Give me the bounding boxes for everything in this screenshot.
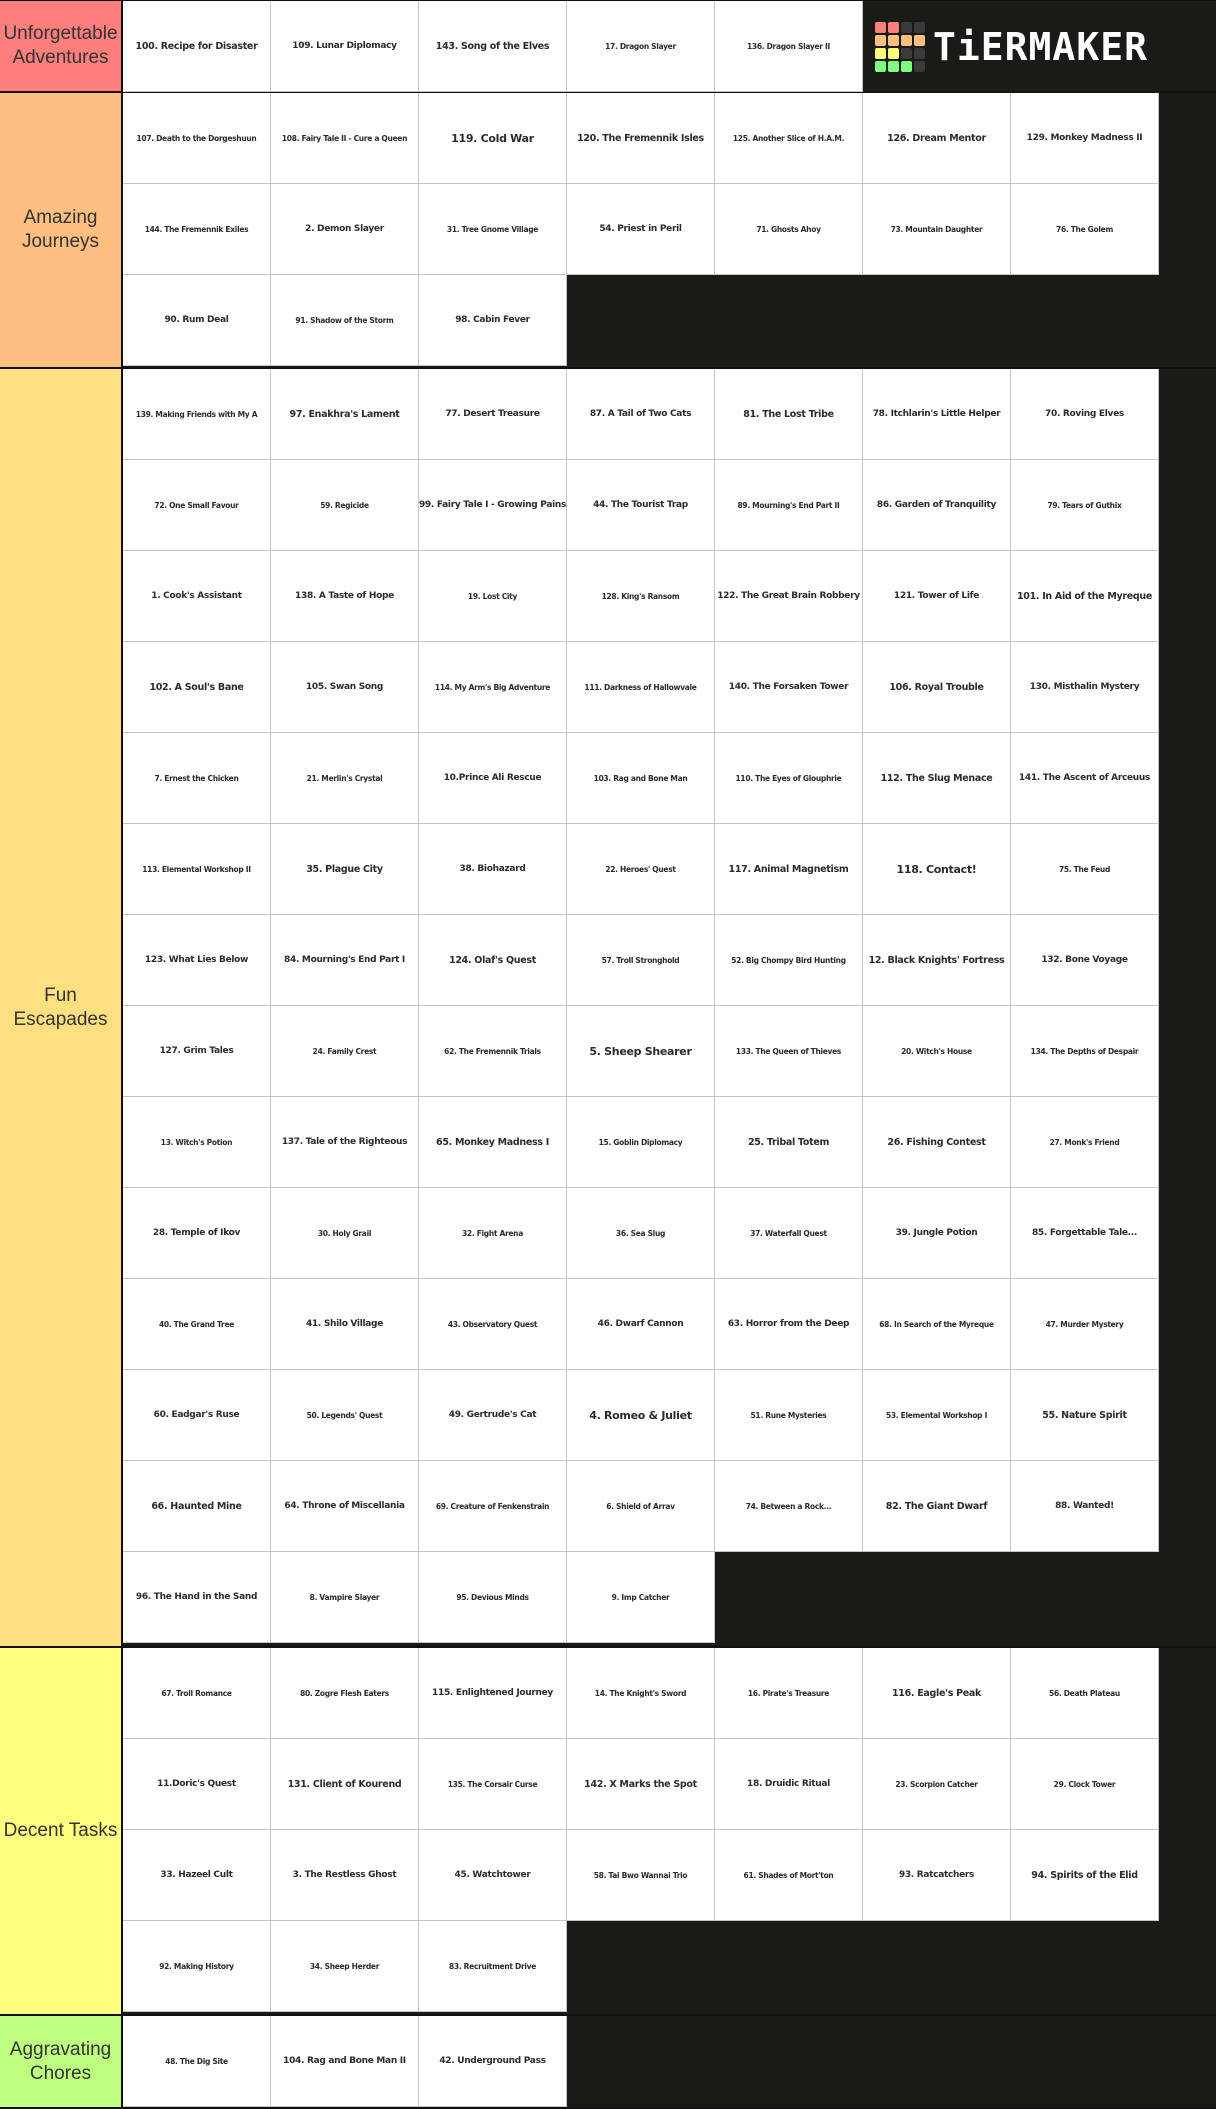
tier-item-card[interactable]: 136. Dragon Slayer II <box>715 1 863 92</box>
tier-item-card[interactable]: 88. Wanted! <box>1011 1461 1159 1552</box>
tier-item-card[interactable]: 110. The Eyes of Glouphrie <box>715 733 863 824</box>
tier-item-card[interactable]: 89. Mourning's End Part II <box>715 460 863 551</box>
tier-item-card[interactable]: 38. Biohazard <box>419 824 567 915</box>
tier-item-card[interactable]: 95. Devious Minds <box>419 1552 567 1643</box>
tier-item-card[interactable]: 127. Grim Tales <box>123 1006 271 1097</box>
tier-item-card[interactable]: 15. Goblin Diplomacy <box>567 1097 715 1188</box>
tier-item-card[interactable]: 32. Fight Arena <box>419 1188 567 1279</box>
tier-item-card[interactable]: 48. The Dig Site <box>123 2016 271 2107</box>
tier-item-card[interactable]: 37. Waterfall Quest <box>715 1188 863 1279</box>
tier-item-card[interactable]: 59. Regicide <box>271 460 419 551</box>
tier-item-card[interactable]: 14. The Knight's Sword <box>567 1648 715 1739</box>
tier-item-card[interactable]: 28. Temple of Ikov <box>123 1188 271 1279</box>
tier-row <box>0 93 1216 369</box>
tier-item-card[interactable]: 50. Legends' Quest <box>271 1370 419 1461</box>
tier-item-card[interactable]: 122. The Great Brain Robbery <box>715 551 863 642</box>
tier-item-card[interactable]: 98. Cabin Fever <box>419 275 567 366</box>
tier-item-card[interactable]: 104. Rag and Bone Man II <box>271 2016 419 2107</box>
tier-item-card[interactable]: 8. Vampire Slayer <box>271 1552 419 1643</box>
tier-item-card[interactable]: 108. Fairy Tale II - Cure a Queen <box>271 93 419 184</box>
tier-item-card[interactable]: 18. Druidic Ritual <box>715 1739 863 1830</box>
tier-item-card[interactable]: 2. Demon Slayer <box>271 184 419 275</box>
tier-item-card[interactable]: 85. Forgettable Tale... <box>1011 1188 1159 1279</box>
tier-item-card[interactable]: 13. Witch's Potion <box>123 1097 271 1188</box>
tier-item-card[interactable]: 12. Black Knights' Fortress <box>863 915 1011 1006</box>
tier-item-card[interactable]: 78. Itchlarin's Little Helper <box>863 369 1011 460</box>
tier-item-card[interactable]: 81. The Lost Tribe <box>715 369 863 460</box>
tier-item-card[interactable]: 124. Olaf's Quest <box>419 915 567 1006</box>
tier-item-card[interactable]: 114. My Arm's Big Adventure <box>419 642 567 733</box>
tier-item-card[interactable]: 19. Lost City <box>419 551 567 642</box>
tier-item-card[interactable]: 141. The Ascent of Arceuus <box>1011 733 1159 824</box>
tier-item-card[interactable]: 30. Holy Grail <box>271 1188 419 1279</box>
tier-item-card[interactable]: 3. The Restless Ghost <box>271 1830 419 1921</box>
tier-item-card[interactable]: 65. Monkey Madness I <box>419 1097 567 1188</box>
tier-item-card[interactable]: 47. Murder Mystery <box>1011 1279 1159 1370</box>
tier-item-card[interactable]: 130. Misthalin Mystery <box>1011 642 1159 733</box>
tier-item-card[interactable]: 76. The Golem <box>1011 184 1159 275</box>
tier-item-card[interactable]: 42. Underground Pass <box>419 2016 567 2107</box>
tier-item-card[interactable]: 7. Ernest the Chicken <box>123 733 271 824</box>
tier-item-card[interactable]: 116. Eagle's Peak <box>863 1648 1011 1739</box>
tier-item-card[interactable]: 39. Jungle Potion <box>863 1188 1011 1279</box>
tier-item-card[interactable]: 53. Elemental Workshop I <box>863 1370 1011 1461</box>
tier-item-card[interactable]: 25. Tribal Totem <box>715 1097 863 1188</box>
tier-item-card[interactable]: 46. Dwarf Cannon <box>567 1279 715 1370</box>
tier-item-card[interactable]: 82. The Giant Dwarf <box>863 1461 1011 1552</box>
tier-item-card[interactable]: 80. Zogre Flesh Eaters <box>271 1648 419 1739</box>
tier-items-container <box>123 1648 1216 2014</box>
tier-item-card[interactable]: 52. Big Chompy Bird Hunting <box>715 915 863 1006</box>
tier-item-card[interactable]: 134. The Depths of Despair <box>1011 1006 1159 1097</box>
tier-item-card[interactable]: 77. Desert Treasure <box>419 369 567 460</box>
tier-item-card[interactable]: 117. Animal Magnetism <box>715 824 863 915</box>
tier-items-container <box>123 1 1216 91</box>
tier-item-card[interactable]: 123. What Lies Below <box>123 915 271 1006</box>
tier-item-card[interactable]: 54. Priest in Peril <box>567 184 715 275</box>
tier-item-card[interactable]: 86. Garden of Tranquility <box>863 460 1011 551</box>
tier-item-card[interactable]: 44. The Tourist Trap <box>567 460 715 551</box>
tiermaker-logo <box>863 1 1160 92</box>
tier-item-card[interactable]: 73. Mountain Daughter <box>863 184 1011 275</box>
tier-label[interactable]: Fun Escapades <box>0 369 123 1646</box>
tier-item-card[interactable]: 71. Ghosts Ahoy <box>715 184 863 275</box>
tier-item-card[interactable]: 72. One Small Favour <box>123 460 271 551</box>
tier-item-card[interactable]: 109. Lunar Diplomacy <box>271 1 419 92</box>
tier-row <box>0 0 1216 93</box>
tier-item-card[interactable]: 45. Watchtower <box>419 1830 567 1921</box>
tier-item-card[interactable]: 93. Ratcatchers <box>863 1830 1011 1921</box>
tier-items-container <box>123 93 1216 367</box>
tier-item-card[interactable]: 70. Roving Elves <box>1011 369 1159 460</box>
tier-item-card[interactable]: 83. Recruitment Drive <box>419 1921 567 2012</box>
tier-item-card[interactable]: 91. Shadow of the Storm <box>271 275 419 366</box>
tier-item-card[interactable]: 75. The Feud <box>1011 824 1159 915</box>
tiermaker-wordmark: TiERMAKER <box>933 24 1148 69</box>
tier-item-card[interactable]: 121. Tower of Life <box>863 551 1011 642</box>
tier-item-card[interactable]: 128. King's Ransom <box>567 551 715 642</box>
tier-item-card[interactable]: 40. The Grand Tree <box>123 1279 271 1370</box>
tier-item-card[interactable]: 10.Prince Ali Rescue <box>419 733 567 824</box>
tier-item-card[interactable]: 55. Nature Spirit <box>1011 1370 1159 1461</box>
tier-item-card[interactable]: 113. Elemental Workshop II <box>123 824 271 915</box>
tier-item-card[interactable]: 56. Death Plateau <box>1011 1648 1159 1739</box>
tier-item-card[interactable]: 120. The Fremennik Isles <box>567 93 715 184</box>
tier-item-card[interactable]: 140. The Forsaken Tower <box>715 642 863 733</box>
tier-item-card[interactable]: 138. A Taste of Hope <box>271 551 419 642</box>
tier-item-card[interactable]: 139. Making Friends with My A <box>123 369 271 460</box>
tier-item-card[interactable]: 66. Haunted Mine <box>123 1461 271 1552</box>
tier-item-card[interactable]: 126. Dream Mentor <box>863 93 1011 184</box>
tier-item-card[interactable]: 17. Dragon Slayer <box>567 1 715 92</box>
tier-item-card[interactable]: 133. The Queen of Thieves <box>715 1006 863 1097</box>
tier-item-card[interactable]: 64. Throne of Miscellania <box>271 1461 419 1552</box>
tier-item-card[interactable]: 31. Tree Gnome Village <box>419 184 567 275</box>
tier-item-card[interactable]: 9. Imp Catcher <box>567 1552 715 1643</box>
tier-item-card[interactable]: 69. Creature of Fenkenstrain <box>419 1461 567 1552</box>
tier-item-card[interactable]: 142. X Marks the Spot <box>567 1739 715 1830</box>
tier-item-card[interactable]: 43. Observatory Quest <box>419 1279 567 1370</box>
tier-item-card[interactable]: 107. Death to the Dorgeshuun <box>123 93 271 184</box>
tier-item-card[interactable]: 112. The Slug Menace <box>863 733 1011 824</box>
tier-item-card[interactable]: 105. Swan Song <box>271 642 419 733</box>
tier-row <box>0 2016 1216 2109</box>
tier-item-card[interactable]: 135. The Corsair Curse <box>419 1739 567 1830</box>
tier-item-card[interactable]: 68. In Search of the Myreque <box>863 1279 1011 1370</box>
tier-item-card[interactable]: 20. Witch's House <box>863 1006 1011 1097</box>
tier-item-card[interactable]: 23. Scorpion Catcher <box>863 1739 1011 1830</box>
tier-item-card[interactable]: 22. Heroes' Quest <box>567 824 715 915</box>
tier-item-card[interactable]: 115. Enlightened Journey <box>419 1648 567 1739</box>
tier-item-card[interactable]: 131. Client of Kourend <box>271 1739 419 1830</box>
tier-item-card[interactable]: 51. Rune Mysteries <box>715 1370 863 1461</box>
tier-items-container <box>123 369 1216 1646</box>
tier-item-card[interactable]: 34. Sheep Herder <box>271 1921 419 2012</box>
tier-item-card[interactable]: 87. A Tail of Two Cats <box>567 369 715 460</box>
tier-item-card[interactable]: 144. The Fremennik Exiles <box>123 184 271 275</box>
tier-item-card[interactable]: 33. Hazeel Cult <box>123 1830 271 1921</box>
tier-item-card[interactable]: 94. Spirits of the Elid <box>1011 1830 1159 1921</box>
tier-item-card[interactable]: 111. Darkness of Hallowvale <box>567 642 715 733</box>
tier-item-card[interactable]: 57. Troll Stronghold <box>567 915 715 1006</box>
tier-item-card[interactable]: 100. Recipe for Disaster <box>123 1 271 92</box>
tier-row <box>0 369 1216 1648</box>
tier-item-card[interactable]: 74. Between a Rock... <box>715 1461 863 1552</box>
tier-item-card[interactable]: 21. Merlin's Crystal <box>271 733 419 824</box>
tier-item-card[interactable]: 119. Cold War <box>419 93 567 184</box>
tier-item-card[interactable]: 61. Shades of Mort'ton <box>715 1830 863 1921</box>
tier-item-card[interactable]: 6. Shield of Arrav <box>567 1461 715 1552</box>
tier-item-card[interactable]: 129. Monkey Madness II <box>1011 93 1159 184</box>
tier-item-card[interactable]: 11.Doric's Quest <box>123 1739 271 1830</box>
tier-item-card[interactable]: 62. The Fremennik Trials <box>419 1006 567 1097</box>
tier-item-card[interactable]: 36. Sea Slug <box>567 1188 715 1279</box>
tier-item-card[interactable]: 24. Family Crest <box>271 1006 419 1097</box>
tier-item-card[interactable]: 125. Another Slice of H.A.M. <box>715 93 863 184</box>
tier-item-card[interactable]: 118. Contact! <box>863 824 1011 915</box>
tier-item-card[interactable]: 41. Shilo Village <box>271 1279 419 1370</box>
tier-item-card[interactable]: 132. Bone Voyage <box>1011 915 1159 1006</box>
tier-item-card[interactable]: 79. Tears of Guthix <box>1011 460 1159 551</box>
tier-label[interactable]: Amazing Journeys <box>0 93 123 367</box>
tier-items-container <box>123 2016 1216 2107</box>
tier-item-card[interactable]: 60. Eadgar's Ruse <box>123 1370 271 1461</box>
tier-item-card[interactable]: 4. Romeo & Juliet <box>567 1370 715 1461</box>
tier-item-card[interactable]: 106. Royal Trouble <box>863 642 1011 733</box>
tier-item-card[interactable]: 49. Gertrude's Cat <box>419 1370 567 1461</box>
tier-item-card[interactable]: 90. Rum Deal <box>123 275 271 366</box>
tier-item-card[interactable]: 103. Rag and Bone Man <box>567 733 715 824</box>
tier-label[interactable]: Decent Tasks <box>0 1648 123 2014</box>
tier-item-card[interactable]: 99. Fairy Tale I - Growing Pains <box>419 460 567 551</box>
tier-item-card[interactable]: 27. Monk's Friend <box>1011 1097 1159 1188</box>
tier-item-card[interactable]: 101. In Aid of the Myreque <box>1011 551 1159 642</box>
tier-item-card[interactable]: 1. Cook's Assistant <box>123 551 271 642</box>
tier-label[interactable]: Aggravating Chores <box>0 2016 123 2107</box>
tier-item-card[interactable]: 5. Sheep Shearer <box>567 1006 715 1097</box>
tier-row <box>0 1648 1216 2016</box>
tier-item-card[interactable]: 84. Mourning's End Part I <box>271 915 419 1006</box>
tier-item-card[interactable]: 58. Tai Bwo Wannai Trio <box>567 1830 715 1921</box>
tier-item-card[interactable]: 102. A Soul's Bane <box>123 642 271 733</box>
tier-item-card[interactable]: 29. Clock Tower <box>1011 1739 1159 1830</box>
tier-item-card[interactable]: 16. Pirate's Treasure <box>715 1648 863 1739</box>
tier-item-card[interactable]: 26. Fishing Contest <box>863 1097 1011 1188</box>
tiermaker-grid-icon <box>875 22 925 72</box>
tier-item-card[interactable]: 35. Plague City <box>271 824 419 915</box>
tier-item-card[interactable]: 67. Troll Romance <box>123 1648 271 1739</box>
tier-label[interactable]: Unforgettable Adventures <box>0 1 123 91</box>
tier-item-card[interactable]: 143. Song of the Elves <box>419 1 567 92</box>
tier-item-card[interactable]: 63. Horror from the Deep <box>715 1279 863 1370</box>
tier-item-card[interactable]: 96. The Hand in the Sand <box>123 1552 271 1643</box>
tier-item-card[interactable]: 97. Enakhra's Lament <box>271 369 419 460</box>
tier-item-card[interactable]: 92. Making History <box>123 1921 271 2012</box>
tier-item-card[interactable]: 137. Tale of the Righteous <box>271 1097 419 1188</box>
